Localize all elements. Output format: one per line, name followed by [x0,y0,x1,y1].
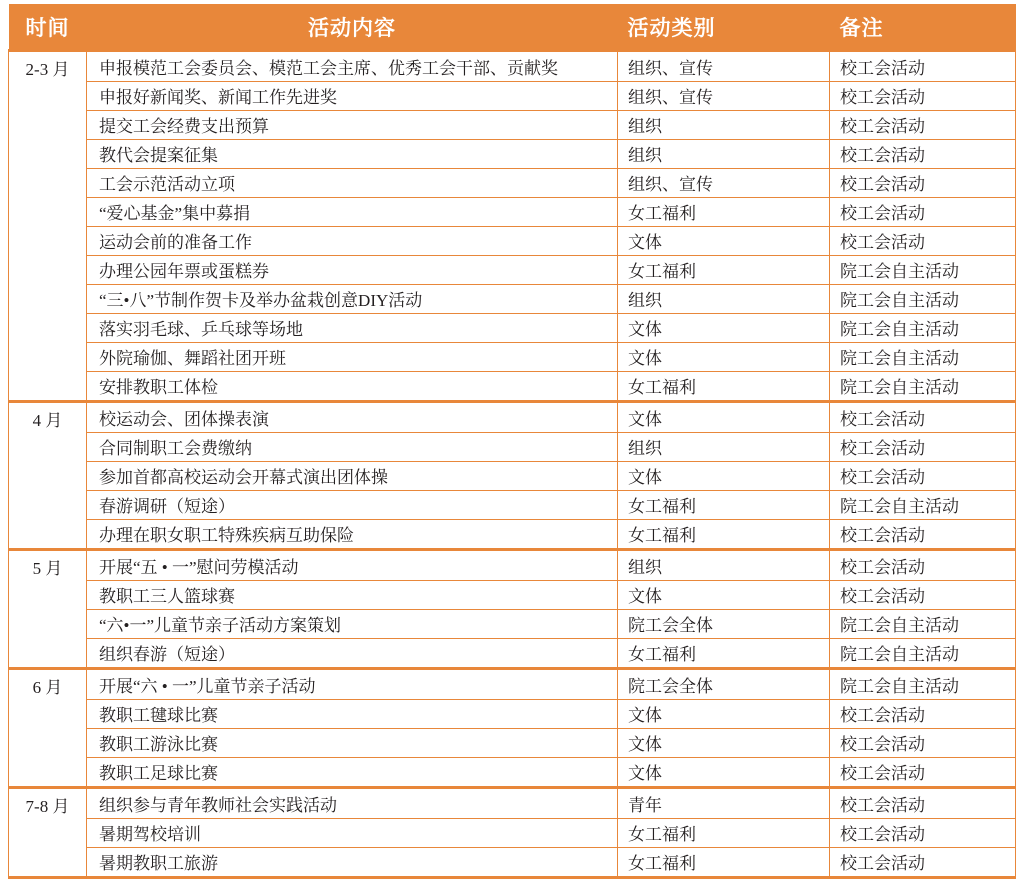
table-row [9,226,1016,255]
cell-type: 组织、宣传 [618,81,830,110]
cell-time [9,638,87,669]
table-row [9,699,1016,728]
table-row [9,432,1016,461]
cell-time [9,197,87,226]
table-row [9,197,1016,226]
cell-type: 女工福利 [618,490,830,519]
cell-type: 文体 [618,402,830,433]
cell-type: 院工会全体 [618,609,830,638]
cell-note: 校工会活动 [830,519,1016,550]
table-row [9,818,1016,847]
cell-time [9,432,87,461]
cell-content: 开展“六 • 一”儿童节亲子活动 [87,669,618,700]
cell-note: 校工会活动 [830,580,1016,609]
cell-note: 校工会活动 [830,81,1016,110]
cell-content: 校运动会、团体操表演 [87,402,618,433]
cell-time [9,284,87,313]
table-row [9,728,1016,757]
cell-time [9,255,87,284]
cell-content: 组织春游（短途） [87,638,618,669]
cell-type: 组织 [618,110,830,139]
cell-note: 院工会自主活动 [830,609,1016,638]
cell-note: 校工会活动 [830,818,1016,847]
cell-note: 校工会活动 [830,788,1016,819]
cell-type: 文体 [618,313,830,342]
cell-content: 工会示范活动立项 [87,168,618,197]
table-row [9,51,1016,82]
cell-content: 外院瑜伽、舞蹈社团开班 [87,342,618,371]
cell-time [9,371,87,402]
cell-time: 2-3 月 [9,51,87,82]
cell-type: 女工福利 [618,847,830,878]
cell-note: 校工会活动 [830,757,1016,788]
cell-type: 文体 [618,342,830,371]
table-row [9,609,1016,638]
cell-content: “六•一”儿童节亲子活动方案策划 [87,609,618,638]
cell-note: 院工会自主活动 [830,371,1016,402]
table-row [9,788,1016,819]
table-row [9,284,1016,313]
cell-content: 提交工会经费支出预算 [87,110,618,139]
cell-type: 组织 [618,550,830,581]
cell-content: 办理公园年票或蛋糕券 [87,255,618,284]
cell-note: 校工会活动 [830,432,1016,461]
cell-time [9,139,87,168]
cell-time [9,110,87,139]
cell-content: 教职工游泳比赛 [87,728,618,757]
cell-type: 女工福利 [618,197,830,226]
cell-type: 女工福利 [618,371,830,402]
cell-time [9,490,87,519]
table-row [9,313,1016,342]
cell-type: 女工福利 [618,255,830,284]
cell-time: 7-8 月 [9,788,87,819]
cell-type: 文体 [618,226,830,255]
cell-time [9,580,87,609]
cell-type: 女工福利 [618,818,830,847]
cell-content: 安排教职工体检 [87,371,618,402]
cell-note: 校工会活动 [830,461,1016,490]
column-header-note: 备注 [830,4,1016,51]
cell-note: 院工会自主活动 [830,669,1016,700]
table-row [9,580,1016,609]
cell-time [9,226,87,255]
cell-content: 运动会前的准备工作 [87,226,618,255]
table-row [9,139,1016,168]
activity-plan-sheet [0,4,1023,874]
table-row [9,490,1016,519]
table-row [9,847,1016,878]
cell-content: 申报模范工会委员会、模范工会主席、优秀工会干部、贡献奖 [87,51,618,82]
cell-type: 组织、宣传 [618,168,830,197]
table-header-row [9,4,1016,51]
cell-time [9,847,87,878]
table-row [9,371,1016,402]
column-header-content: 活动内容 [87,4,618,51]
cell-type: 组织、宣传 [618,51,830,82]
cell-content: 暑期驾校培训 [87,818,618,847]
table-row [9,519,1016,550]
table-row [9,342,1016,371]
table-row [9,550,1016,581]
cell-note: 校工会活动 [830,51,1016,82]
cell-type: 文体 [618,728,830,757]
table-row [9,81,1016,110]
cell-content: 教职工毽球比赛 [87,699,618,728]
cell-type: 组织 [618,284,830,313]
column-header-time: 时间 [9,4,87,51]
table-body [9,51,1016,878]
cell-time [9,818,87,847]
cell-content: 开展“五 • 一”慰问劳模活动 [87,550,618,581]
cell-content: “三•八”节制作贺卡及举办盆栽创意DIY活动 [87,284,618,313]
cell-type: 文体 [618,757,830,788]
table-row [9,757,1016,788]
cell-note: 校工会活动 [830,402,1016,433]
cell-note: 校工会活动 [830,168,1016,197]
cell-note: 校工会活动 [830,550,1016,581]
table-row [9,255,1016,284]
activity-plan-table [8,4,1016,879]
cell-type: 文体 [618,699,830,728]
cell-note: 院工会自主活动 [830,638,1016,669]
cell-time [9,519,87,550]
cell-time: 5 月 [9,550,87,581]
cell-time [9,461,87,490]
cell-time [9,168,87,197]
cell-note: 校工会活动 [830,226,1016,255]
cell-time: 4 月 [9,402,87,433]
cell-time [9,757,87,788]
cell-note: 院工会自主活动 [830,313,1016,342]
cell-content: 暑期教职工旅游 [87,847,618,878]
table-row [9,110,1016,139]
cell-note: 院工会自主活动 [830,490,1016,519]
cell-time [9,313,87,342]
cell-time [9,699,87,728]
cell-content: 教职工三人篮球赛 [87,580,618,609]
cell-content: 参加首都高校运动会开幕式演出团体操 [87,461,618,490]
cell-note: 校工会活动 [830,139,1016,168]
cell-type: 组织 [618,432,830,461]
table-row [9,638,1016,669]
cell-content: 落实羽毛球、乒乓球等场地 [87,313,618,342]
cell-note: 校工会活动 [830,847,1016,878]
cell-type: 女工福利 [618,519,830,550]
cell-type: 文体 [618,580,830,609]
cell-note: 校工会活动 [830,110,1016,139]
cell-note: 院工会自主活动 [830,255,1016,284]
table-row [9,168,1016,197]
cell-content: 合同制职工会费缴纳 [87,432,618,461]
cell-note: 校工会活动 [830,728,1016,757]
cell-type: 文体 [618,461,830,490]
cell-type: 组织 [618,139,830,168]
cell-note: 校工会活动 [830,699,1016,728]
cell-content: 办理在职女职工特殊疾病互助保险 [87,519,618,550]
cell-time [9,342,87,371]
cell-time [9,728,87,757]
cell-content: “爱心基金”集中募捐 [87,197,618,226]
table-header [9,4,1016,51]
cell-type: 女工福利 [618,638,830,669]
cell-type: 青年 [618,788,830,819]
cell-note: 院工会自主活动 [830,284,1016,313]
cell-time: 6 月 [9,669,87,700]
cell-note: 院工会自主活动 [830,342,1016,371]
column-header-type: 活动类别 [618,4,830,51]
cell-time [9,609,87,638]
table-row [9,461,1016,490]
cell-content: 春游调研（短途） [87,490,618,519]
cell-time [9,81,87,110]
cell-type: 院工会全体 [618,669,830,700]
cell-content: 教职工足球比赛 [87,757,618,788]
cell-note: 校工会活动 [830,197,1016,226]
cell-content: 申报好新闻奖、新闻工作先进奖 [87,81,618,110]
table-row [9,402,1016,433]
cell-content: 组织参与青年教师社会实践活动 [87,788,618,819]
table-row [9,669,1016,700]
cell-content: 教代会提案征集 [87,139,618,168]
